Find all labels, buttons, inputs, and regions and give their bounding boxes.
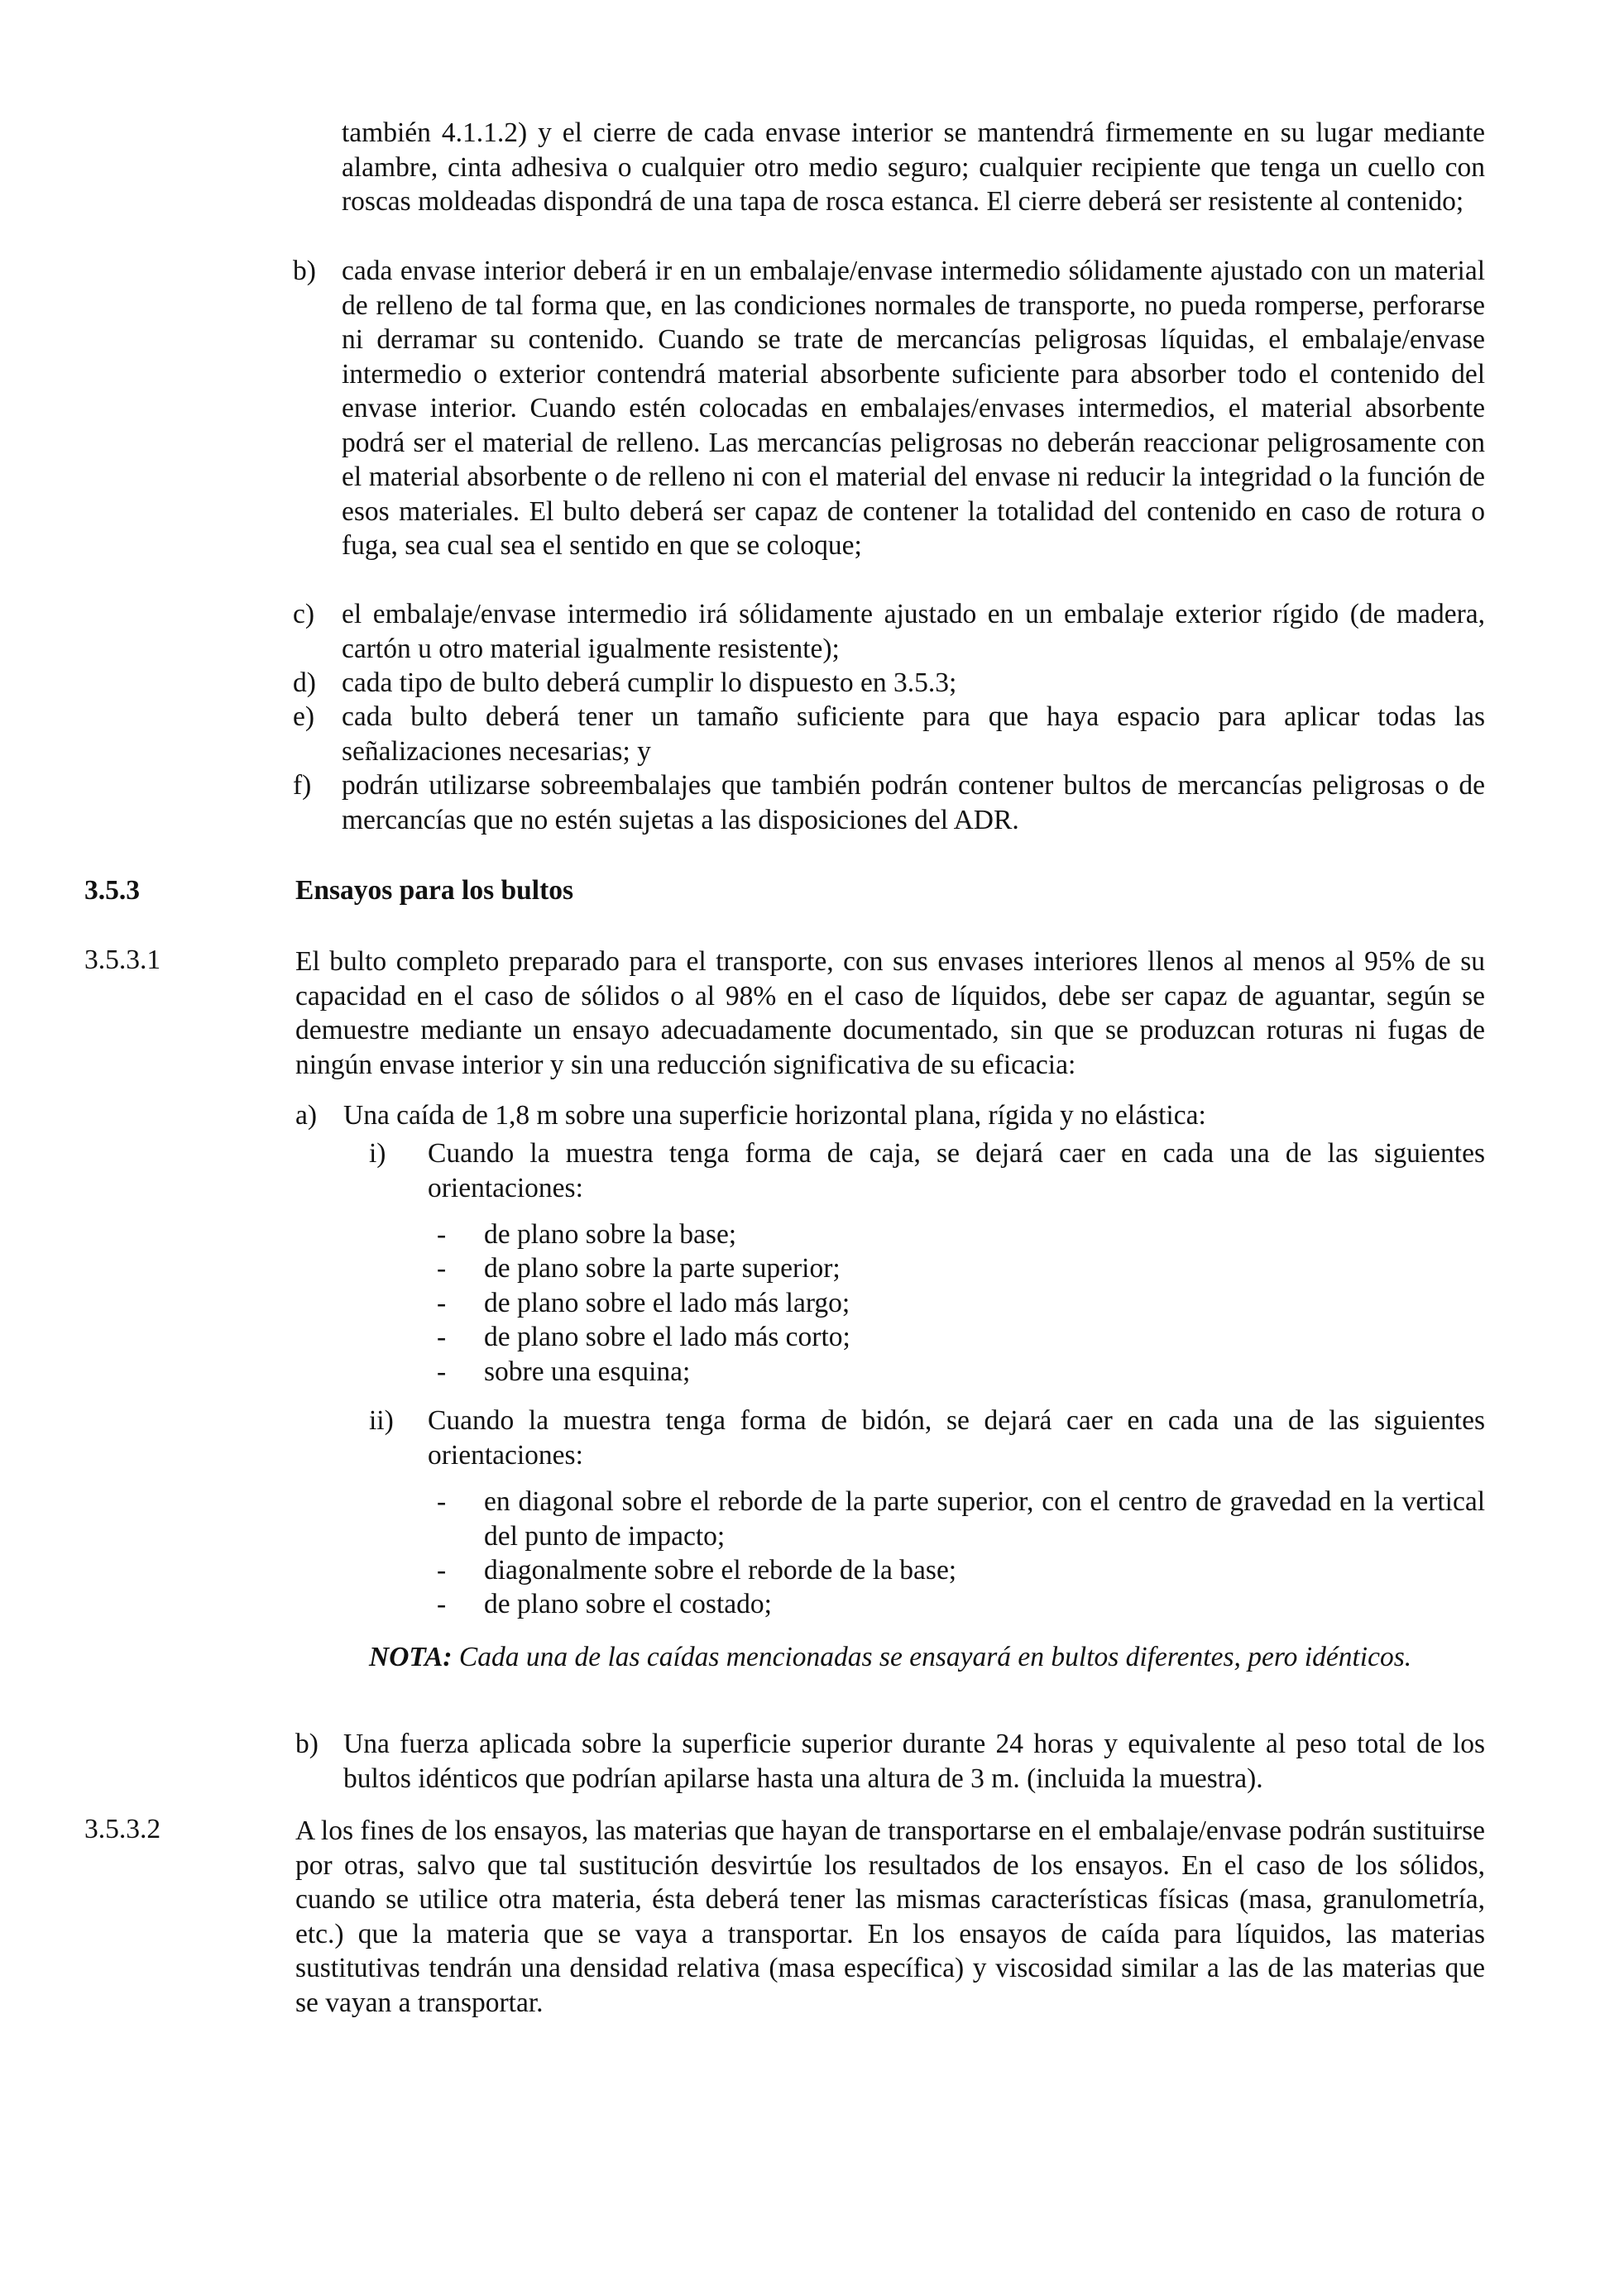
- dash-glyph: -: [437, 1486, 447, 1517]
- dash-text: de plano sobre el lado más corto;: [484, 1322, 850, 1352]
- list-label: d): [293, 667, 316, 698]
- section-title: Ensayos para los bultos: [295, 875, 574, 906]
- section-number: 3.5.3: [84, 875, 140, 906]
- dash-item: [437, 1286, 1485, 1321]
- paragraph-2: [295, 1814, 1485, 2020]
- dash-glyph: -: [437, 1356, 447, 1387]
- dash-glyph: -: [437, 1322, 447, 1352]
- list-label: c): [293, 599, 315, 629]
- dash-item: [437, 1553, 1485, 1588]
- list-label: e): [293, 701, 315, 732]
- paragraph-1-text: El bulto completo preparado para el transporte, con sus envases interiores llenos al menos al 95% de su capacidad en el caso de sólidos o al 98% en el caso de líquidos, debe ser capaz de aguantar, según se demuestre mediante un ensayo adecuadamente documentado, sin que se produzcan roturas ni fugas de ningún envase interior y sin una reducción significativa de su eficacia:: [295, 946, 1485, 1080]
- subitem-a: [295, 1098, 1485, 1133]
- dash-item: [437, 1320, 1485, 1355]
- note: [369, 1640, 1485, 1675]
- list-text: cada tipo de bulto deberá cumplir lo dispuesto en 3.5.3;: [342, 667, 957, 698]
- subitem-text: Cuando la muestra tenga forma de caja, se dejará caer en cada una de las siguientes orientaciones:: [428, 1138, 1485, 1203]
- dash-glyph: -: [437, 1589, 447, 1619]
- list-label: b): [293, 256, 316, 286]
- list-text: podrán utilizarse sobreembalajes que también podrán contener bultos de mercancías peligrosas o de mercancías que no estén sujetas a las disposiciones del ADR.: [342, 770, 1485, 835]
- subitem-label: ii): [369, 1405, 394, 1436]
- list-item-c: [293, 597, 1485, 666]
- note-paragraph: [369, 1640, 1485, 1675]
- list-text: cada envase interior deberá ir en un embalaje/envase intermedio sólidamente ajustado con un material de relleno de tal forma que, en las condiciones normales de transporte, no pueda romperse, perforarse ni derramar su contenido. Cuando se trate de mercancías peligrosas líquidas, el embalaje/envase intermedio o exterior contendrá material absorbente suficiente para absorber todo el contenido del envase interior. Cuando estén colocadas en embalajes/envases intermedios, el material absorbente podrá ser el material de relleno. Las mercancías peligrosas no deberán reaccionar peligrosamente con el material absorbente o de relleno ni con el material del envase ni reducir la integridad o la función de esos materiales. El bulto deberá ser capaz de contener la totalidad del contenido en caso de rotura o fuga, sea cual sea el sentido en que se coloque;: [342, 256, 1485, 561]
- list-text: el embalaje/envase intermedio irá sólidamente ajustado en un embalaje exterior rígido (de madera, cartón u otro material igualmente resistente);: [342, 599, 1485, 664]
- dash-item: [437, 1587, 1485, 1622]
- list-item-f: [293, 768, 1485, 837]
- list-item-e: [293, 700, 1485, 768]
- dash-text: de plano sobre la parte superior;: [484, 1253, 841, 1284]
- subitem-label: b): [295, 1729, 319, 1759]
- subitem-label: i): [369, 1138, 386, 1169]
- paragraph-2-text: A los fines de los ensayos, las materias que hayan de transportarse en el embalaje/envase podrán sustituirse por otras, salvo que tal sustitución desvirtúe los resultados de los ensayos. En el caso de los sólidos, cuando se utilice otra materia, ésta deberá tener las mismas características físicas (masa, granulometría, etc.) que la materia que se vaya a transportar. En los ensayos de caída para líquidos, las materias sustitutivas tendrán una densidad relativa (masa específica) y viscosidad similar a las de las materias que se vayan a transportar.: [295, 1815, 1485, 2018]
- subitem-text: Una caída de 1,8 m sobre una superficie horizontal plana, rígida y no elástica:: [343, 1100, 1206, 1131]
- dash-glyph: -: [437, 1288, 447, 1318]
- subitem-b: [295, 1727, 1485, 1796]
- list-item-d: [293, 666, 1485, 701]
- continuation-paragraph: [342, 116, 1485, 219]
- dash-item: [437, 1217, 1485, 1252]
- note-label: NOTA:: [369, 1642, 453, 1672]
- subitem-label: a): [295, 1100, 318, 1131]
- dash-glyph: -: [437, 1219, 447, 1250]
- subitem-ii: [369, 1404, 1485, 1472]
- subitem-i: [369, 1136, 1485, 1205]
- dash-item: [437, 1355, 1485, 1390]
- dash-glyph: -: [437, 1555, 447, 1586]
- continuation-text: también 4.1.1.2) y el cierre de cada envase interior se mantendrá firmemente en su lugar mediante alambre, cinta adhesiva o cualquier otro medio seguro; cualquier recipiente que tenga un cuello con roscas moldeadas dispondrá de una tapa de rosca estanca. El cierre deberá ser resistente al contenido;: [342, 117, 1485, 217]
- dash-glyph: -: [437, 1253, 447, 1284]
- list-item-b: [293, 254, 1485, 563]
- dash-item: [437, 1251, 1485, 1286]
- dash-text: de plano sobre el costado;: [484, 1589, 772, 1619]
- paragraph-1: [295, 945, 1485, 1082]
- subitem-text: Cuando la muestra tenga forma de bidón, se dejará caer en cada una de las siguientes orientaciones:: [428, 1405, 1485, 1471]
- dash-text: en diagonal sobre el reborde de la parte superior, con el centro de gravedad en la vertical del punto de impacto;: [484, 1486, 1485, 1552]
- dash-text: sobre una esquina;: [484, 1356, 691, 1387]
- paragraph-number-2: 3.5.3.2: [84, 1814, 161, 1844]
- subitem-text: Una fuerza aplicada sobre la superficie superior durante 24 horas y equivalente al peso total de los bultos idénticos que podrían apilarse hasta una altura de 3 m. (incluida la muestra).: [343, 1729, 1485, 1794]
- paragraph-number-1: 3.5.3.1: [84, 945, 161, 975]
- dash-text: de plano sobre el lado más largo;: [484, 1288, 850, 1318]
- dash-text: de plano sobre la base;: [484, 1219, 737, 1250]
- list-text: cada bulto deberá tener un tamaño suficiente para que haya espacio para aplicar todas las señalizaciones necesarias; y: [342, 701, 1485, 767]
- list-label: f): [293, 770, 312, 801]
- dash-item: [437, 1485, 1485, 1553]
- dash-text: diagonalmente sobre el reborde de la base;: [484, 1555, 957, 1586]
- note-text: Cada una de las caídas mencionadas se ensayará en bultos diferentes, pero idénticos.: [458, 1642, 1412, 1672]
